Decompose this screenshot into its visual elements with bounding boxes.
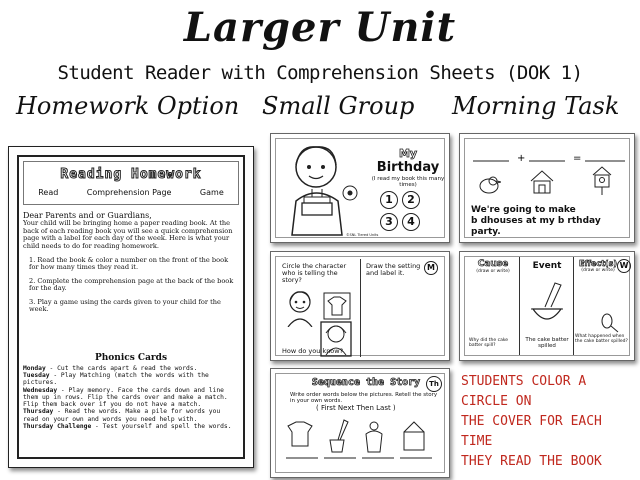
thursday-badge: Th: [426, 376, 442, 392]
cover-title-box: [368, 147, 448, 188]
sequence-story-page: [270, 368, 450, 478]
homework-greeting: Dear Parents and or Guardians,: [23, 211, 152, 220]
spilled-bowl-icon: [525, 279, 569, 329]
morning-task-label: Morning Task: [452, 92, 620, 120]
wednesday-badge: W: [617, 259, 631, 273]
day-item: Thursday Challenge - Test yourself and spell the words.: [23, 422, 232, 430]
sequence-title: Sequence the Story: [311, 377, 421, 388]
circle-character-prompt: Circle the character who is telling the story?: [282, 262, 347, 285]
read-count-circle-4[interactable]: 4: [402, 213, 420, 231]
birdhouse-icon: [591, 165, 613, 195]
draw-setting-prompt: Draw the setting and label it.: [366, 262, 421, 278]
read-count-circle-3[interactable]: 3: [380, 213, 398, 231]
read-count-circle-2[interactable]: 2: [402, 191, 420, 209]
page-title: Larger Unit: [183, 4, 457, 51]
homework-sheet: [8, 146, 254, 468]
morning-sentence: We're going to make b dhouses at my b rthday party.: [471, 205, 601, 237]
homework-col-game: Game: [199, 188, 224, 197]
column-divider-2: [573, 257, 574, 355]
monday-badge: M: [424, 261, 438, 275]
event-text: The cake batter spilled: [525, 337, 569, 350]
cause-effect-page: [459, 251, 635, 361]
whisk-icon: [599, 313, 619, 333]
homework-step-1: 1. Read the book & color a number on the front of the book for how many times they read it.: [29, 255, 229, 272]
svg-text:=: =: [573, 153, 582, 164]
boy-character-icon: [282, 289, 318, 327]
cover-title-my: My: [398, 147, 418, 160]
cause-header: Cause (draw or write): [476, 259, 510, 274]
small-group-label: Small Group: [262, 92, 415, 120]
reader-cover-page: [270, 133, 450, 243]
day-item: Monday - Cut the cards apart & read the words.: [23, 365, 198, 372]
homework-frame: [17, 155, 245, 459]
reader-cover-frame: [275, 138, 445, 238]
effect-header: Effect(s) (draw or write): [578, 259, 617, 273]
word-equation: [469, 147, 629, 167]
homework-option-label: Homework Option: [16, 92, 240, 120]
homework-col-read: Read: [38, 188, 59, 197]
cover-note: (I read my book this many times): [371, 176, 445, 188]
event-header: Event: [532, 261, 562, 271]
day-item: Wednesday - Play memory. Face the cards down and line them up in rows. Flip the cards over and make a match. Flip them back over if you do not have a match.: [23, 386, 228, 409]
house-icon: [529, 169, 555, 195]
order-words: ( First Next Then Last ): [316, 404, 396, 412]
read-count-circle-1[interactable]: 1: [380, 191, 398, 209]
day-item: Tuesday - Play Matching (match the words with the pictures.: [23, 372, 209, 387]
character-setting-frame: [275, 256, 445, 356]
day-item: Thursday - Read the words. Make a pile for words you read on your own and words you need help with.: [23, 408, 221, 423]
homework-header-box: [23, 161, 239, 205]
page-subtitle: Student Reader with Comprehension Sheets (DOK 1): [57, 62, 583, 84]
homework-columns: [24, 188, 238, 197]
cover-credit: ©SNL Tiered Units: [346, 233, 379, 237]
homework-title: Reading Homework: [60, 167, 202, 182]
sequence-pictures: [282, 416, 442, 464]
character-setting-page: [270, 251, 450, 361]
bird-icon: [477, 173, 501, 195]
read-count-note: STUDENTS COLOR A CIRCLE ON THE COVER FOR EACH TIME THEY READ THE BOOK: [461, 374, 602, 469]
sequence-instructions: Write order words below the pictures. Retell the story in your own words.: [290, 392, 438, 405]
sequence-story-frame: [275, 373, 445, 473]
homework-letter: [23, 211, 239, 314]
phonics-cards-title: Phonics Cards: [94, 353, 168, 363]
cause-question: Why did the cake batter spill?: [469, 338, 509, 348]
page-divider: [360, 259, 361, 357]
cover-title-birthday: Birthday: [376, 160, 440, 175]
girl-with-cake-illustration: [280, 141, 366, 237]
how-do-you-know: How do you know?: [282, 347, 344, 355]
svg-text:+: +: [517, 153, 526, 164]
shirt-animal-icon: [322, 291, 352, 321]
phonics-days-list: [23, 365, 239, 430]
effect-question: What happened when the cake batter spilled?: [575, 334, 628, 344]
homework-intro: Your child will be bringing home a paper reading book. At the back of each reading book you will see a quick comprehension page with a label for each day of the week. Here is what your child needs to do for reading homework.: [23, 219, 233, 250]
word-math-page: [459, 133, 635, 243]
homework-col-comprehension: Comprehension Page: [86, 188, 172, 197]
homework-step-3: 3. Play a game using the cards given to your child for the week.: [29, 297, 221, 314]
cause-effect-frame: [464, 256, 630, 356]
homework-step-2: 2. Complete the comprehension page at the back of the book for the day.: [29, 276, 234, 293]
column-divider-1: [519, 257, 520, 355]
word-math-frame: [464, 138, 630, 238]
